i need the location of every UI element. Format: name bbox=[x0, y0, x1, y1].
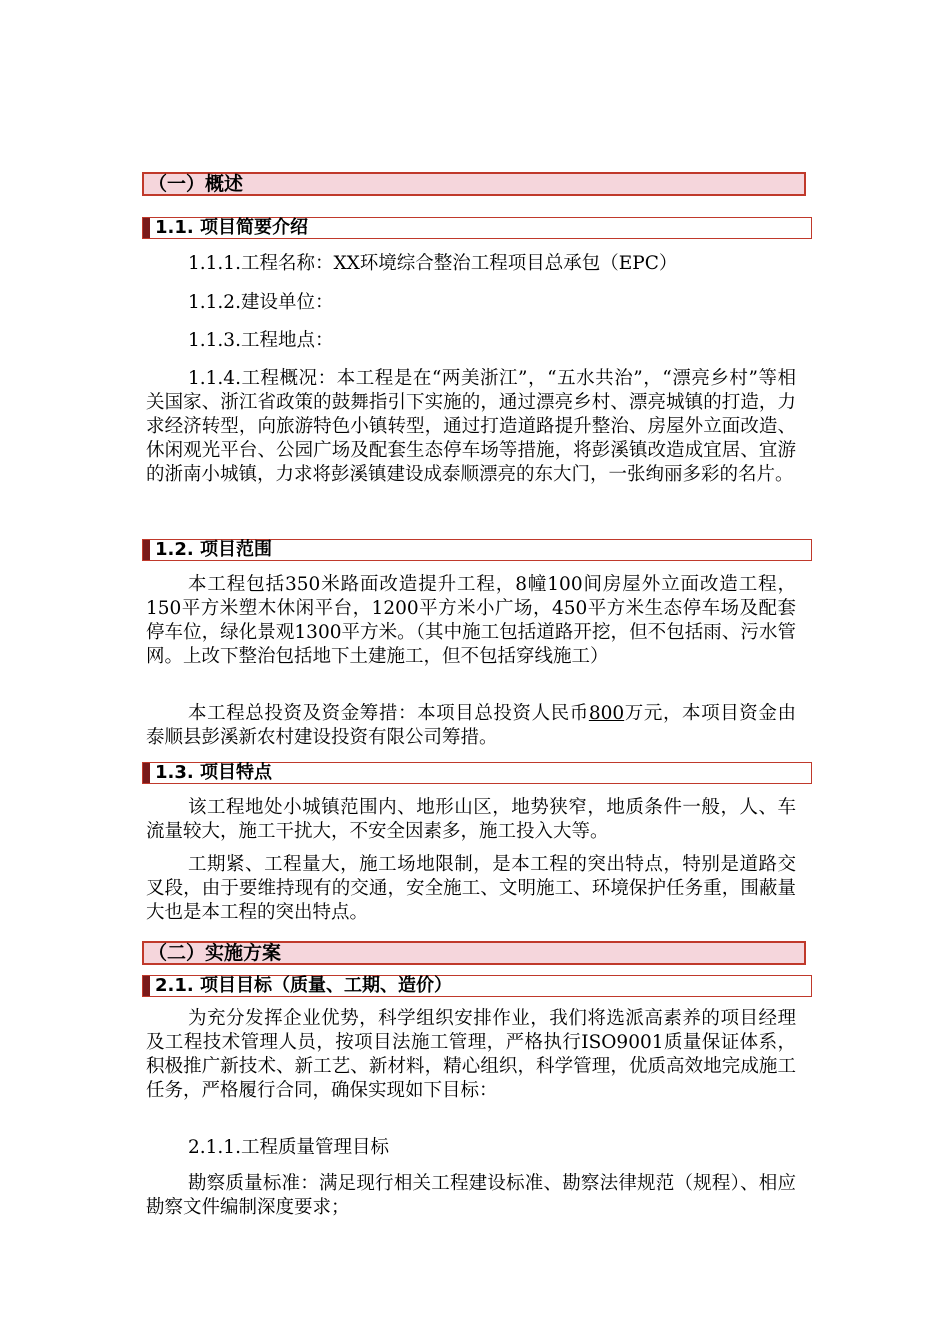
investment-text-b: 万元，本项目资金由泰顺县彭溪新农村建设投资有限公司筹措。 bbox=[146, 703, 796, 748]
section-heading-overview: （一）概述 bbox=[142, 172, 806, 196]
paragraph-schedule-features: 工期紧、工程量大，施工场地限制，是本工程的突出特点，特别是道路交叉段，由于要维持现有的交通，安全施工、文明施工、环境保护任务重，围蔽量大也是本工程的突出特点。 bbox=[146, 854, 796, 923]
paragraph-investment bbox=[146, 702, 796, 750]
paragraph-project-overview: 1.1.4.工程概况：本工程是在“两美浙江”，“五水共治”，“漂亮乡村”等相关国家、浙江省政策的鼓舞指引下实施的，通过漂亮乡村、漂亮城镇的打造，力求经济转型，向旅游特色小镇转型，通过打造道路提升整治、房屋外立面改造、休闲观光平台、公园广场及配套生态停车场等措施，将彭溪镇改造成宜居、宜游的浙南小城镇，力求将彭溪镇建设成泰顺漂亮的东大门，一张绚丽多彩的名片。 bbox=[146, 368, 796, 485]
subheading-project-scope: 1.2. 项目范围 bbox=[142, 539, 812, 561]
paragraph-goals-intro: 为充分发挥企业优势，科学组织安排作业，我们将选派高素养的项目经理及工程技术管理人员，按项目法施工管理，严格执行ISO9001质量保证体系，积极推广新技术、新工艺、新材料，精心组织，科学管理，优质高效地完成施工任务，严格履行合同，确保实现如下目标： bbox=[146, 1008, 796, 1101]
investment-amount: 800 bbox=[588, 703, 625, 724]
paragraph-survey-quality: 勘察质量标准：满足现行相关工程建设标准、勘察法律规范（规程）、相应勘察文件编制深度要求； bbox=[146, 1173, 796, 1218]
subheading-project-goals: 2.1. 项目目标（质量、工期、造价） bbox=[142, 975, 812, 997]
section-heading-implementation: （二）实施方案 bbox=[142, 941, 806, 965]
paragraph-project-name: 1.1.1.工程名称：XX环境综合整治工程项目总承包（EPC） bbox=[188, 253, 678, 274]
paragraph-site-conditions: 该工程地处小城镇范围内、地形山区，地势狭窄，地质条件一般，人、车流量较大，施工干扰大，不安全因素多，施工投入大等。 bbox=[146, 797, 796, 842]
paragraph-quality-goal-heading: 2.1.1.工程质量管理目标 bbox=[188, 1137, 389, 1158]
paragraph-project-location: 1.1.3.工程地点： bbox=[188, 330, 334, 351]
investment-text-a: 本工程总投资及资金筹措：本项目总投资人民币 bbox=[188, 703, 589, 724]
subheading-project-intro: 1.1. 项目简要介绍 bbox=[142, 217, 812, 239]
paragraph-construction-unit: 1.1.2.建设单位： bbox=[188, 292, 334, 313]
paragraph-scope-details: 本工程包括350米路面改造提升工程，8幢100间房屋外立面改造工程，150平方米塑木休闲平台，1200平方米小广场，450平方米生态停车场及配套停车位，绿化景观1300平方米。（其中施工包括道路开挖，但不包括雨、污水管网。上改下整治包括地下土建施工，但不包括穿线施工） bbox=[146, 574, 796, 667]
subheading-project-features: 1.3. 项目特点 bbox=[142, 762, 812, 784]
